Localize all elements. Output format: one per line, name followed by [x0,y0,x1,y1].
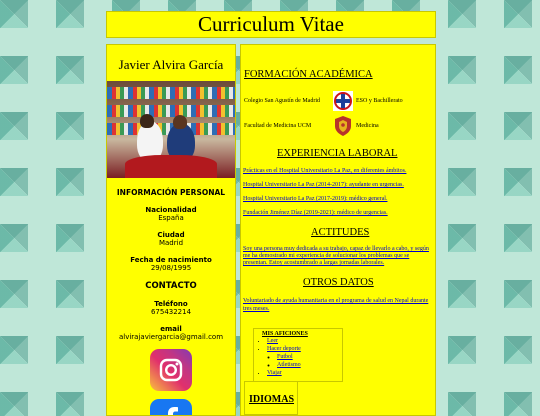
languages-box [244,381,298,415]
hobby-item: • Viajar [267,369,339,377]
email-value: alvirajaviergarcia@gmail.com [118,333,224,341]
hobby-subitem: ◦ Atletismo [277,361,339,369]
education-item [244,90,403,112]
nationality-value: España [158,214,184,222]
school-logo-icon [332,90,354,112]
education-degree: Medicina [356,123,379,129]
city-value: Madrid [158,239,184,247]
nationality-label: Nacionalidad [145,206,197,214]
birthdate-label: Fecha de nacimiento [130,256,212,264]
attitudes-heading: ACTITUDES [311,227,370,238]
languages-heading: IDIOMAS [249,394,295,405]
birthdate-value: 29/08/1995 [150,264,192,272]
hobby-item: • Leer [267,337,339,345]
personal-info-heading: INFORMACIÓN PERSONAL [116,188,226,197]
experience-item-link[interactable]: Hospital Universitario La Paz (2014-2017): ayudante en urgencias. [243,182,404,188]
hobbies-box [253,328,343,382]
instagram-icon[interactable] [150,349,192,391]
experience-item-link[interactable]: Prácticas en el Hospital Universitario La Paz, en diferentes ámbitos. [243,168,407,174]
other-data-text: Voluntariado de ayuda humanitaria en el programa de salud en Nepal durante tres meses. [243,298,429,312]
email-label: email [160,325,182,333]
experience-heading: EXPERIENCIA LABORAL [277,148,398,159]
profile-panel [106,44,236,416]
cv-content-panel [240,44,436,416]
person-name: Javier Alvira García [118,57,224,72]
experience-item-link[interactable]: Hospital Universitario La Paz (2017-2019): médico general. [243,196,388,202]
hobby-subitem: ◦ Futbol [277,353,339,361]
city-label: Ciudad [157,231,185,239]
hobbies-heading: MIS AFICIONES [262,331,308,337]
facebook-icon[interactable] [150,399,192,416]
other-data-heading: OTROS DATOS [303,277,374,288]
education-degree: ESO y Bachillerato [356,98,403,104]
education-school: Colegio San Agustín de Madrid [244,98,320,104]
experience-item-link[interactable]: Fundación Jiménez Díaz (2019-2021): médico de urgencias. [243,210,388,216]
profile-photo [107,81,235,178]
university-crest-icon [332,115,354,137]
phone-value: 675432214 [150,308,192,316]
attitudes-text: Soy una persona muy dedicada a su trabajo, capaz de llevarlo a cabo, y según me ha demostrado mi experiencia de solucionar los problemas que se presentan. Estoy acostumbrado a largas jornadas laborales. [243,246,429,266]
education-heading: FORMACIÓN ACADÉMICA [244,69,373,80]
hobbies-list [257,337,339,377]
hobby-item: • Hacer deporte ◦ Futbol ◦ Atletismo [267,345,339,369]
education-school: Facultad de Medicina UCM [244,123,312,129]
education-item [244,115,379,137]
phone-label: Teléfono [154,300,188,308]
page-title: Curriculum Vitae [106,11,436,38]
contact-heading: CONTACTO [145,281,197,291]
